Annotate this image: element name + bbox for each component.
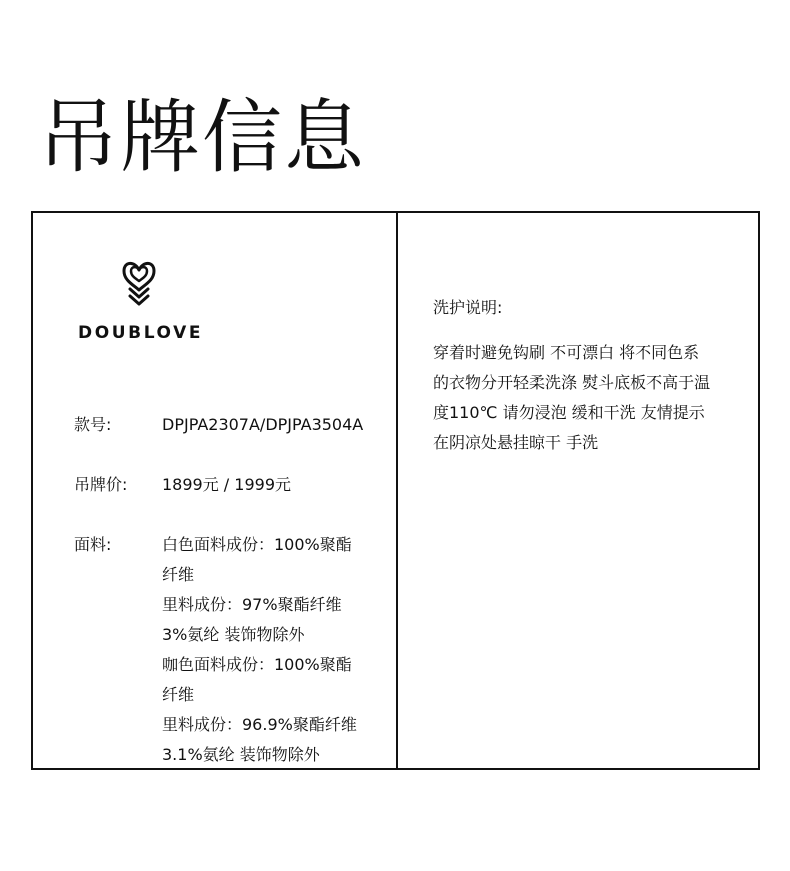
fabric-label: 面料: bbox=[74, 535, 112, 554]
brand-name: DOUBLOVE bbox=[78, 323, 204, 343]
care-instructions-text bbox=[433, 338, 710, 458]
style-number-label: 款号: bbox=[74, 415, 112, 434]
fabric-line: 3%氨纶 装饰物除外 bbox=[162, 625, 305, 644]
fabric-line: 白色面料成份：100%聚酯 bbox=[162, 535, 352, 554]
page-title: 吊牌信息 bbox=[38, 91, 366, 184]
price-label: 吊牌价: bbox=[74, 475, 128, 494]
fabric-line: 3.1%氨纶 装饰物除外 bbox=[162, 745, 320, 764]
fabric-line: 里料成份：96.9%聚酯纤维 bbox=[162, 715, 357, 734]
fabric-line: 咖色面料成份：100%聚酯 bbox=[162, 655, 352, 674]
care-line: 在阴凉处悬挂晾干 手洗 bbox=[433, 433, 599, 452]
fabric-composition-list bbox=[162, 530, 377, 770]
fabric-line: 里料成份：97%聚酯纤维 bbox=[162, 595, 342, 614]
fabric-line: 纤维 bbox=[162, 565, 195, 584]
product-info-panel bbox=[33, 213, 396, 768]
hangtag-info-table bbox=[31, 211, 760, 770]
heart-logo-icon bbox=[121, 259, 157, 307]
fabric-line: 纤维 bbox=[162, 685, 195, 704]
care-instructions-panel bbox=[398, 213, 758, 768]
care-line: 度110℃ 请勿浸泡 缓和干洗 友情提示 bbox=[433, 403, 705, 422]
care-instructions-title: 洗护说明: bbox=[433, 298, 503, 317]
price-value: 1899元 / 1999元 bbox=[162, 475, 292, 494]
care-line: 的衣物分开轻柔洗涤 熨斗底板不高于温 bbox=[433, 373, 711, 392]
style-number-value: DPJPA2307A/DPJPA3504A bbox=[162, 415, 364, 434]
care-line: 穿着时避免钩刷 不可漂白 将不同色系 bbox=[433, 343, 700, 362]
